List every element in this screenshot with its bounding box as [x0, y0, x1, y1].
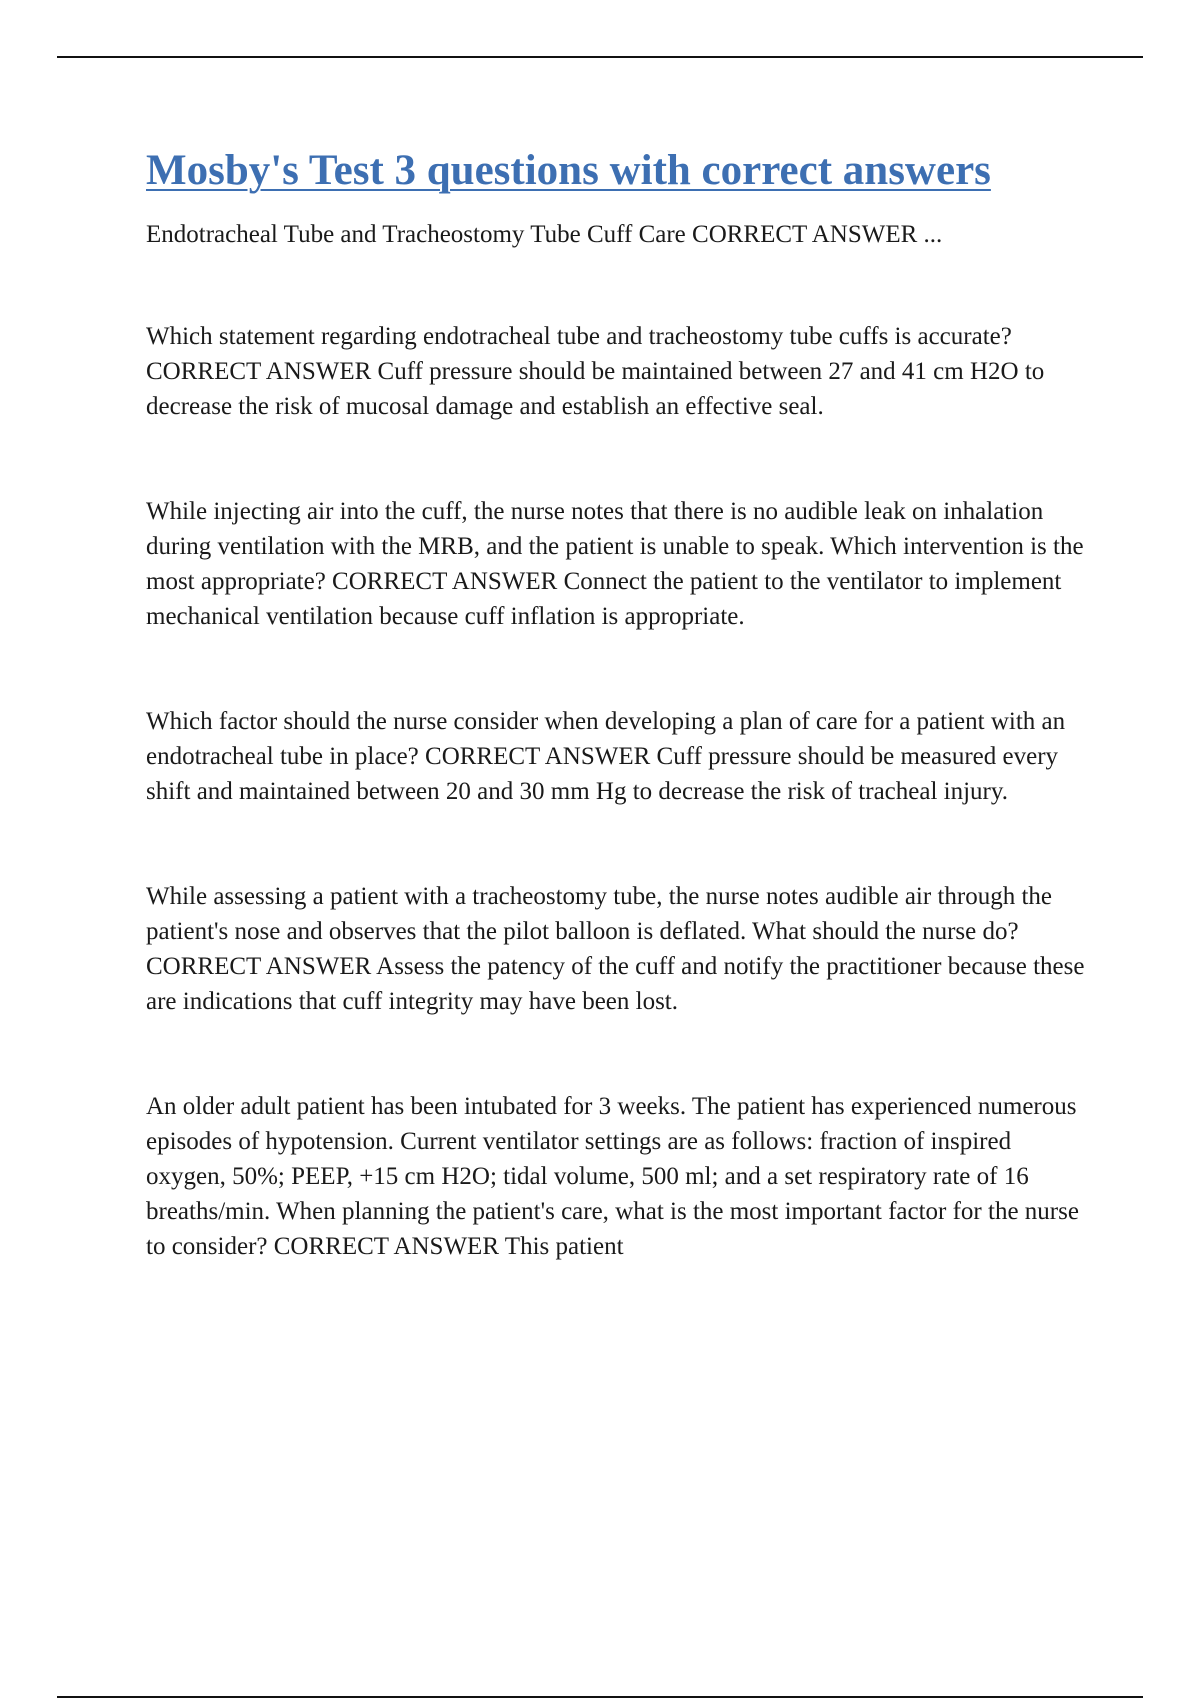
qa-paragraph-3: Which factor should the nurse consider when developing a plan of care for a patient with an endotracheal tube in place? CORRECT ANSWER Cuff pressure should be measured every shift and maintained between 20 and 30 mm Hg to decrease the risk of tracheal injury. [146, 708, 1066, 805]
document-intro: Endotracheal Tube and Tracheostomy Tube Cuff Care CORRECT ANSWER ... [146, 221, 943, 248]
qa-paragraph-5: An older adult patient has been intubated for 3 weeks. The patient has experienced numerous episodes of hypotension. Current ventilator settings are as follows: fraction of inspired oxygen, 50%; PEEP, +15 cm H2O; tidal volume, 500 ml; and a set respiratory rate of 16 breaths/min. When planning the patient's care, what is the most important factor for the nurse to consider? CORRECT ANSWER This patient [146, 1093, 1079, 1260]
document-body [146, 140, 1096, 1264]
qa-paragraph-1: Which statement regarding endotracheal tube and tracheostomy tube cuffs is accurate? CORRECT ANSWER Cuff pressure should be maintained between 27 and 41 cm H2O to decrease the risk of mucosal damage and establish an effective seal. [146, 323, 1045, 420]
qa-paragraph-2: While injecting air into the cuff, the nurse notes that there is no audible leak on inhalation during ventilation with the MRB, and the patient is unable to speak. Which intervention is the most appropriate? CORRECT ANSWER Connect the patient to the ventilator to implement mechanical ventilation because cuff inflation is appropriate. [146, 498, 1084, 630]
document-title[interactable]: Mosby's Test 3 questions with correct answers [146, 147, 991, 194]
page-top-rule [57, 56, 1143, 58]
qa-paragraph-4: While assessing a patient with a tracheostomy tube, the nurse notes audible air through the patient's nose and observes that the pilot balloon is deflated. What should the nurse do? CORRECT ANSWER Assess the patency of the cuff and notify the practitioner because these are indications that cuff integrity may have been lost. [146, 883, 1085, 1015]
page-bottom-rule [57, 1696, 1143, 1698]
